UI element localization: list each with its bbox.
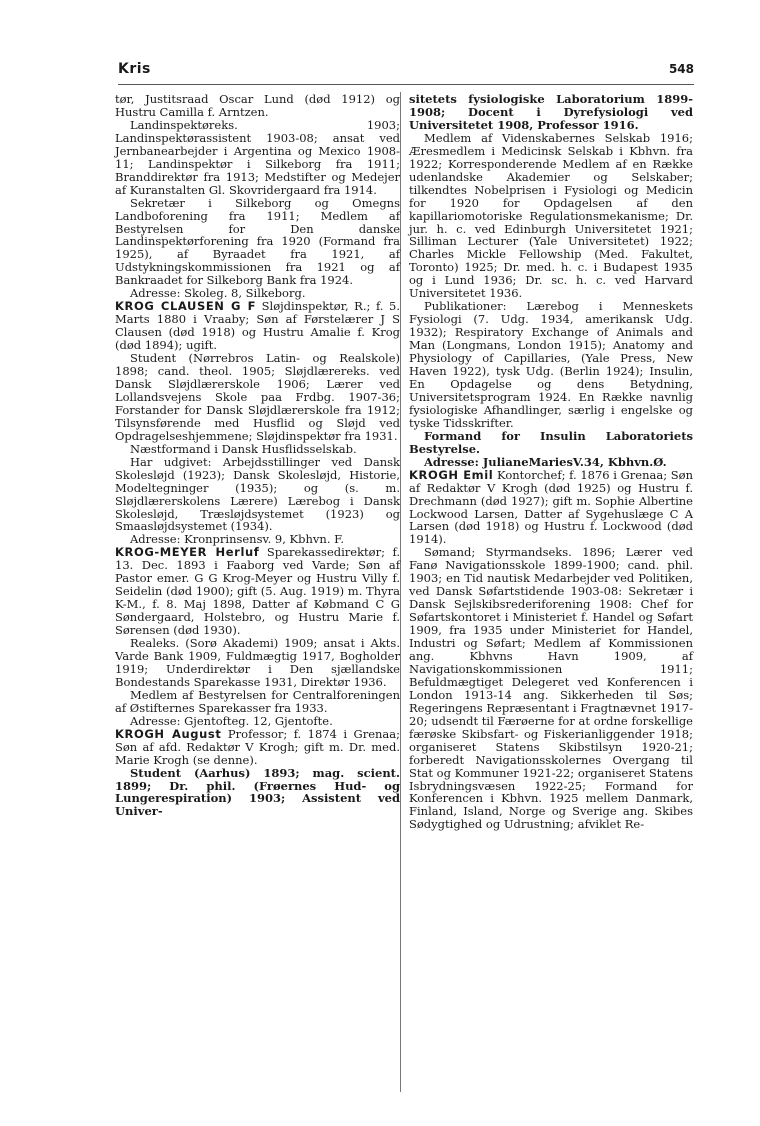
paragraph: Har udgivet: Arbejdsstillinger ved Dansk Skolesløjd (1923); Dansk Skolesløjd, Historie, Modeltegninger (1935); og (s. m. Sløjdlærerskolens Lærere) Lærebog i Dansk Skolesløjd, Træsløjdsystemet (1923) og Smaasløjdsystemet (1934). — [115, 454, 400, 534]
entry-name: KROG CLAUSEN G F — [115, 299, 257, 314]
paragraph: Student (Aarhus) 1893; mag. scient. 1899; Dr. phil. (Frøernes Hud- og Lungerespiration) 1903; Assistent ved Univer- — [115, 765, 400, 819]
running-head-word: Kris — [118, 61, 151, 77]
right-column — [409, 93, 693, 831]
paragraph: Student (Nørrebros Latin- og Realskole) 1898; cand. theol. 1905; Sløjdlærereks. ved Dansk Sløjdlærerskole 1906; Lærer ved Lollandsvejens Skole paa Frdbg. 1907-36; Forstander for Dansk Sløjdlærerskole fra 1912; Tilsynsførende med Husflid og Sløjd ved Opdragelseshjemmene; Sløjdinspektør fra 1931. — [115, 351, 400, 443]
entry-name: KROGH Emil — [409, 467, 494, 482]
address: Adresse: Gjentofteg. 12, Gjentofte. — [130, 713, 333, 728]
address: Adresse: Kronprinsensv. 9, Kbhvn. F. — [130, 532, 344, 547]
paragraph: Næstformand i Dansk Husflidsselskab. — [130, 441, 357, 456]
entry-continuation: sitetets fysiologiske Laboratorium 1899-1908; Docent i Dyrefysiologi ved Universitetet 1908, Professor 1916. — [409, 92, 693, 132]
paragraph: Medlem af Bestyrelsen for Centralforeningen af Østifternes Sparekasser fra 1933. — [115, 687, 400, 715]
entry-text: Sløjdinspektør, R.; f. 5. Marts 1880 i Vraaby; Søn af Førstelærer J S Clausen (død 1918) og Hustru Amalie f. Krog (død 1894); ugift. — [115, 299, 400, 353]
entry-krogh-august — [115, 728, 400, 767]
address: Adresse: Skoleg. 8, Silkeborg. — [130, 286, 306, 301]
entry-krog-clausen — [115, 300, 400, 352]
paragraph: Medlem af Videnskabernes Selskab 1916; Æresmedlem i Medicinsk Selskab i Kbhvn. fra 1922; Korresponderende Medlem af en Række udenlandske Akademier og Selskaber; tilkendtes Nobelprisen i Fysiologi og Medicin for 1920 for Opdagelsen af den kapillariomotoriske Regulationsmekanisme; Dr. jur. h. c. ved Edinburgh Universitetet 1921; Silliman Lecturer (Yale Universitetet) 1922; Charles Mickle Fellowship (Med. Fakultet, Toronto) 1925; Dr. med. h. c. i Budapest 1935 og i Lund 1936; Dr. sc. h. c. ved Harvard Universitetet 1936. — [409, 130, 693, 301]
address: Adresse: JulianeMariesV.34, Kbhvn.Ø. — [424, 454, 667, 469]
paragraph: Realeks. (Sorø Akademi) 1909; ansat i Akts. Varde Bank 1909, Fuldmægtig 1917, Bogholder 1919; Underdirektør i Den sjællandske Bondestands Sparekasse 1931, Direktør 1936. — [115, 636, 400, 689]
entry-text: Sparekassedirektør; f. 13. Dec. 1893 i Faaborg ved Varde; Søn af Pastor emer. G G Krog-Meyer og Hustru Villy f. Seidelin (død 1900); gift (5. Aug. 1919) m. Thyra K-M., f. 8. Maj 1898, Datter af Købmand C G Søndergaard, Holstebro, og Hustru Marie f. Sørensen (død 1930). — [115, 545, 400, 638]
column-divider — [400, 92, 401, 1092]
entry-continuation: tør, Justitsraad Oscar Lund (død 1912) og Hustru Camilla f. Arntzen. — [115, 92, 400, 119]
paragraph: Sekretær i Silkeborg og Omegns Landboforening fra 1911; Medlem af Bestyrelsen for Den danske Landinspektørforening fra 1920 (Formand fra 1925), af Byraadet fra 1921, af Udstykningskommissionen fra 1921 og af Bankraadet for Silkeborg Bank fra 1924. — [115, 195, 400, 288]
paragraph: Sømand; Styrmandseks. 1896; Lærer ved Fanø Navigationsskole 1899-1900; cand. phil. 1903; en Tid nautisk Medarbejder ved Politiken, ved Dansk Søfartstidende 1903-08: Sekretær i Dansk Sejlskibsrederiforening 1908: Chef for Søfartskontoret i Ministeriet f. Handel og Søfart 1909, fra 1935 under Ministeriet for Handel, Industri og Søfart; Medlem af Kommissionen ang. Kbhvns Havn 1909, af Navigationskommissionen 1911; Befuldmægtiget Delegeret ved Konferencen i London 1913-14 ang. Sikkerheden til Søs; Regeringens Repræsentant i Fragtnævnet 1917-20; udsendt til Færøerne for at ordne forskellige færøske Skibsfart- og Fiskerianliggender 1918; organiseret Statens Skibstilsyn 1920-21; forberedt Navigationsskolernes Overgang til Stat og Kommuner 1921-22; organiseret Statens Isbrydningsvæsen 1922-25; Formand for Konferencen i Kbhvn. 1925 mellem Danmark, Finland, Island, Norge og Sverige ang. Skibes Sødygtighed og Udrustning; afviklet Re- — [409, 545, 693, 832]
paragraph: Landinspektøreks. 1903; Landinspektørassistent 1903-08; ansat ved Jernbanearbejder i Argentina og Mexico 1908-11; Landinspektør i Silkeborg fra 1911; Branddirektør fra 1913; Medstifter og Medejer af Kuranstalten Gl. Skovridergaard fra 1914. — [115, 117, 400, 197]
paragraph: Formand for Insulin Laboratoriets Bestyrelse. — [409, 428, 693, 456]
entry-name: KROGH August — [115, 726, 222, 741]
page-number: 548 — [668, 62, 694, 76]
paragraph: Publikationer: Lærebog i Menneskets Fysiologi (7. Udg. 1934, amerikansk Udg. 1932); Respiratory Exchange of Animals and Man (Longmans, London 1915); Anatomy and Physiology of Capillaries, (Yale Press, New Haven 1922), tysk Udg. (Berlin 1924); Insulin, En Opdagelse og dens Betydning, Universitetsprogram 1924. En Række navnlig fysiologiske Afhandlinger, særlig i engelske og tyske Tidsskrifter. — [409, 299, 693, 430]
page-header — [118, 60, 694, 85]
entry-name: KROG-MEYER Herluf — [115, 545, 260, 560]
entry-krog-meyer — [115, 546, 400, 637]
left-column — [115, 93, 400, 818]
entry-text: Professor; f. 1874 i Grenaa; Søn af afd. Redaktør V Krogh; gift m. Dr. med. Marie Krogh (se denne). — [115, 726, 400, 767]
entry-krogh-emil — [409, 469, 693, 547]
entry-text: Kontorchef; f. 1876 i Grenaa; Søn af Redaktør V Krogh (død 1925) og Hustru f. Drechmann (død 1927); gift m. Sophie Albertine Lockwood Larsen, Datter af Sygehuslæge C A Larsen (død 1918) og Hustru f. Lockwood (død 1914). — [409, 467, 693, 547]
